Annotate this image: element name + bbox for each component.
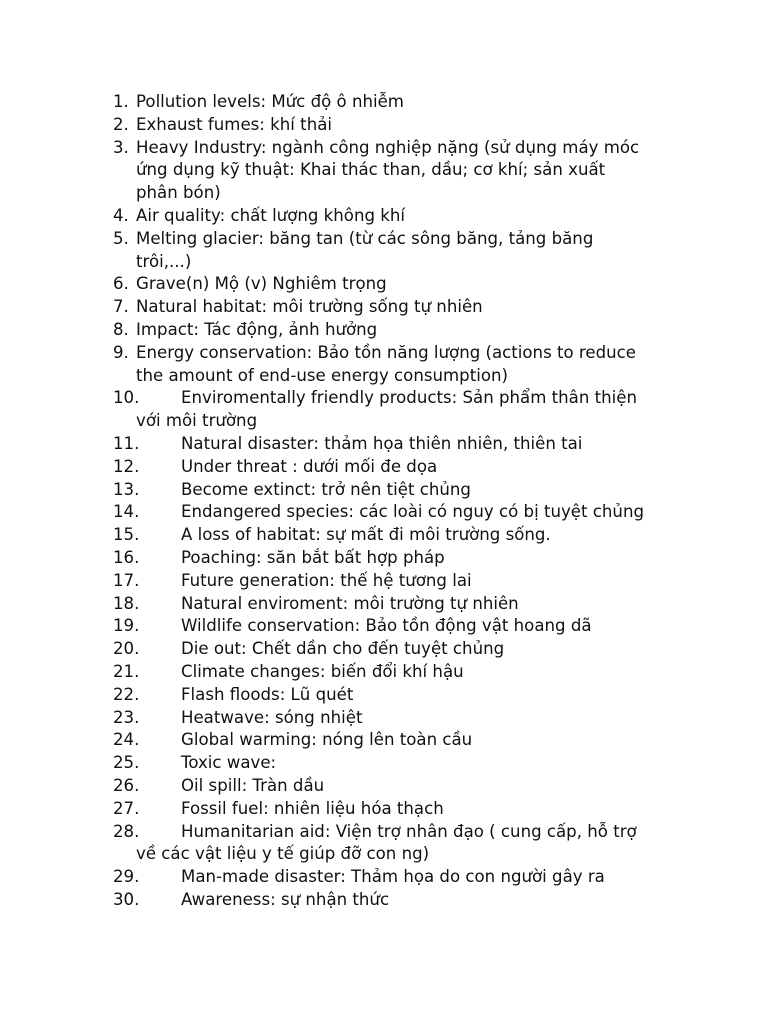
list-item-number: 1.: [113, 92, 129, 111]
list-item-number: 19.: [113, 616, 140, 636]
list-item-number: 22.: [113, 684, 140, 704]
list-item-number: 12.: [113, 456, 140, 476]
list-item: [0, 684, 768, 707]
list-item: [0, 456, 768, 479]
list-item-text: [136, 433, 768, 456]
list-item-text: [136, 205, 768, 228]
list-item-line: Awareness: sự nhận thức: [181, 889, 390, 909]
list-item-text: [136, 615, 768, 638]
list-item-number: 26.: [113, 775, 140, 795]
list-item-line: Air quality: chất lượng không khí: [136, 205, 406, 225]
list-item: [0, 296, 768, 319]
list-item-number: 4.: [113, 205, 129, 225]
list-item: [0, 638, 768, 661]
list-item-number: 9.: [113, 342, 129, 362]
list-item-number: 5.: [113, 228, 129, 248]
list-item-number: 27.: [113, 798, 140, 818]
list-item-text: [136, 547, 768, 570]
list-item-line: Pollution levels: Mức độ ô nhiễm: [136, 92, 404, 111]
list-item: [0, 729, 768, 752]
list-item-text: [136, 798, 768, 821]
list-item-number: 3.: [113, 137, 129, 157]
list-item-line: Become extinct: trở nên tiệt chủng: [181, 479, 471, 499]
list-item-text: [136, 684, 768, 707]
list-item: [0, 889, 768, 912]
list-item-text: [136, 638, 768, 661]
list-item-line: Enviromentally friendly products: Sản phẩm thân thiện: [181, 388, 637, 408]
list-item: [0, 319, 768, 342]
list-item: [0, 387, 768, 433]
list-item-line: Melting glacier: băng tan (từ các sông băng, tảng băng: [136, 228, 594, 248]
list-item-number: 6.: [113, 274, 129, 294]
list-item-line: A loss of habitat: sự mất đi môi trường sống.: [181, 525, 551, 545]
list-item-text: [136, 342, 768, 388]
list-item-line: Grave(n) Mộ (v) Nghiêm trọng: [136, 274, 387, 294]
list-item: [0, 114, 768, 137]
list-item: [0, 798, 768, 821]
list-item-line: trôi,...): [136, 251, 192, 271]
list-item-line: về các vật liệu y tế giúp đỡ con ng): [136, 844, 430, 864]
list-item-text: [136, 821, 768, 867]
list-item-line: Fossil fuel: nhiên liệu hóa thạch: [181, 798, 444, 818]
list-item-text: [136, 387, 768, 433]
list-item-text: [136, 479, 768, 502]
list-item-text: [136, 729, 768, 752]
list-item: [0, 524, 768, 547]
list-item: [0, 479, 768, 502]
list-item-number: 28.: [113, 821, 140, 841]
list-item-text: [136, 707, 768, 730]
list-item-line: Die out: Chết dần cho đến tuyệt chủng: [181, 639, 505, 659]
list-item: [0, 547, 768, 570]
list-item-number: 18.: [113, 593, 140, 613]
list-item-number: 29.: [113, 867, 140, 887]
list-item-line: Under threat : dưới mối đe dọa: [181, 456, 438, 476]
list-item-number: 14.: [113, 502, 140, 522]
list-item-text: [136, 593, 768, 616]
list-item-text: [136, 775, 768, 798]
list-item-line: Natural enviroment: môi trường tự nhiên: [181, 593, 519, 613]
list-item: [0, 205, 768, 228]
list-item-line: the amount of end-use energy consumption): [136, 365, 508, 385]
list-item-text: [136, 114, 768, 137]
list-item-text: [136, 228, 768, 274]
list-item-number: 17.: [113, 570, 140, 590]
list-item: [0, 501, 768, 524]
list-item-line: Natural habitat: môi trường sống tự nhiên: [136, 297, 483, 317]
list-item-number: 13.: [113, 479, 140, 499]
list-item-text: [136, 570, 768, 593]
list-item-line: Heatwave: sóng nhiệt: [181, 707, 363, 727]
list-item-number: 20.: [113, 639, 140, 659]
list-item-line: Exhaust fumes: khí thải: [136, 114, 332, 134]
list-item-text: [136, 319, 768, 342]
list-item-number: 23.: [113, 707, 140, 727]
list-item-line: Heavy Industry: ngành công nghiệp nặng (sử dụng máy móc: [136, 137, 640, 157]
list-item-text: [136, 273, 768, 296]
list-item-line: Man-made disaster: Thảm họa do con người gây ra: [181, 867, 605, 887]
list-item-line: phân bón): [136, 183, 221, 203]
list-item: [0, 137, 768, 205]
list-item-text: [136, 501, 768, 524]
list-item-text: [136, 137, 768, 205]
list-item-line: ứng dụng kỹ thuật: Khai thác than, dầu; cơ khí; sản xuất: [136, 160, 606, 180]
list-item-text: [136, 661, 768, 684]
list-item-line: Wildlife conservation: Bảo tồn động vật hoang dã: [181, 616, 592, 636]
list-item: [0, 866, 768, 889]
list-item-line: Climate changes: biến đổi khí hậu: [181, 661, 464, 681]
list-item-line: Global warming: nóng lên toàn cầu: [181, 730, 473, 750]
list-item: [0, 273, 768, 296]
list-item-number: 8.: [113, 319, 129, 339]
list-item-line: Endangered species: các loài có nguy có bị tuyệt chủng: [181, 502, 645, 522]
list-item-text: [136, 296, 768, 319]
list-item: [0, 342, 768, 388]
list-item-number: 30.: [113, 889, 140, 909]
vocabulary-list: [0, 91, 768, 912]
list-item-text: [136, 889, 768, 912]
list-item-number: 10.: [113, 388, 140, 408]
list-item: [0, 570, 768, 593]
list-item: [0, 433, 768, 456]
list-item-line: Flash floods: Lũ quét: [181, 684, 354, 704]
list-item-line: Oil spill: Tràn dầu: [181, 775, 325, 795]
list-item-text: [136, 91, 768, 114]
list-item-number: 21.: [113, 661, 140, 681]
list-item: [0, 821, 768, 867]
list-item-line: Natural disaster: thảm họa thiên nhiên, thiên tai: [181, 433, 583, 453]
list-item-number: 2.: [113, 114, 129, 134]
list-item: [0, 661, 768, 684]
list-item-number: 16.: [113, 547, 140, 567]
list-item: [0, 615, 768, 638]
list-item-text: [136, 456, 768, 479]
list-item-line: Poaching: săn bắt bất hợp pháp: [181, 547, 445, 567]
list-item: [0, 707, 768, 730]
list-item-number: 7.: [113, 297, 129, 317]
list-item-number: 15.: [113, 525, 140, 545]
list-item-line: Impact: Tác động, ảnh hưởng: [136, 319, 378, 339]
list-item-line: Energy conservation: Bảo tồn năng lượng (actions to reduce: [136, 342, 636, 362]
list-item-line: Future generation: thế hệ tương lai: [181, 570, 472, 590]
list-item-number: 11.: [113, 433, 140, 453]
list-item: [0, 775, 768, 798]
list-item: [0, 752, 768, 775]
list-item: [0, 228, 768, 274]
list-item-line: với môi trường: [136, 411, 258, 431]
list-item: [0, 593, 768, 616]
list-item-text: [136, 524, 768, 547]
list-item-line: Toxic wave:: [181, 753, 277, 773]
list-item-number: 25.: [113, 753, 140, 773]
list-item: [0, 91, 768, 114]
list-item-text: [136, 752, 768, 775]
list-item-line: Humanitarian aid: Viện trợ nhân đạo ( cung cấp, hỗ trợ: [181, 821, 637, 841]
list-item-text: [136, 866, 768, 889]
list-item-number: 24.: [113, 730, 140, 750]
